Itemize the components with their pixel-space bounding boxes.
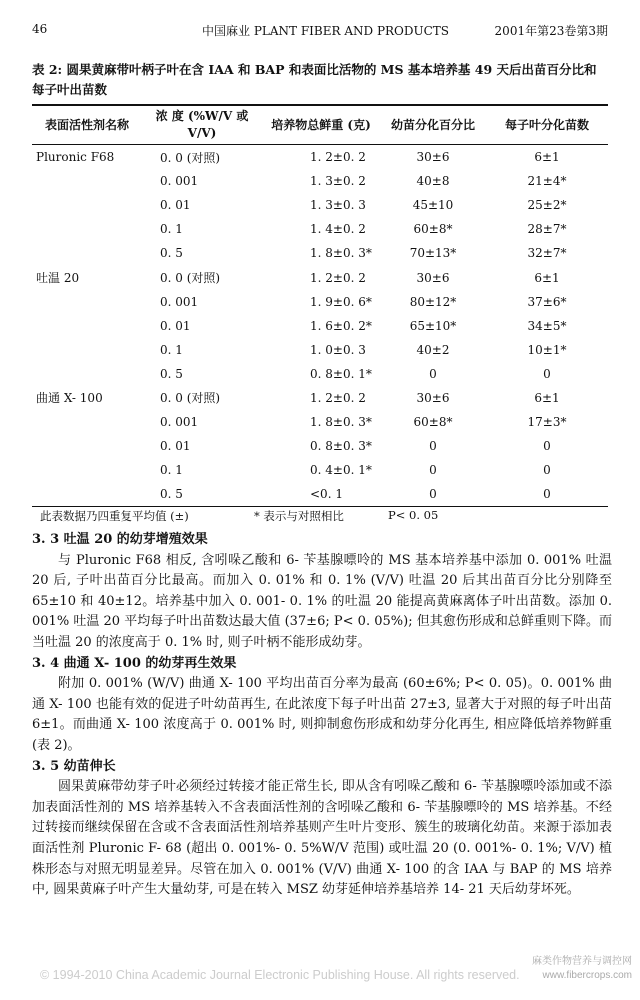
cell-concentration: 0. 01: [160, 439, 191, 454]
col-header-shoots: 每子叶分化苗数: [486, 105, 608, 145]
table-row: [32, 193, 608, 217]
cell-differentiation: 70±13*: [409, 246, 457, 261]
cell-surfactant: 吐温 20: [36, 271, 80, 286]
cell-surfactant: [32, 217, 142, 241]
cell-differentiation: 40±8: [416, 174, 450, 189]
cell-fresh-weight: <0. 1: [262, 482, 380, 507]
table-row: [32, 169, 608, 193]
cell-differentiation: 45±10: [412, 198, 454, 213]
col-header-surfactant: 表面活性剂名称: [32, 105, 142, 145]
table-row: [32, 145, 608, 170]
col-header-differentiation: 幼苗分化百分比: [380, 105, 486, 145]
cell-fresh-weight: 1. 3±0. 2: [310, 174, 366, 189]
cell-surfactant: [32, 314, 142, 338]
cell-surfactant: Pluronic F68: [36, 150, 115, 165]
col-header-concentration: 浓 度 (%W/V 或 V/V): [142, 105, 262, 145]
section-3-3-title: 3. 3 吐温 20 的幼芽增殖效果: [32, 532, 208, 547]
cell-surfactant: [32, 338, 142, 362]
note-asterisk: * 表示与对照相比: [254, 509, 344, 523]
table-body: [32, 145, 608, 507]
cell-concentration: 0. 01: [160, 318, 191, 333]
cell-concentration: 0. 01: [160, 198, 191, 213]
cell-surfactant: [32, 482, 142, 507]
cell-shoots: 32±7*: [527, 246, 567, 261]
journal-name: 中国麻业 PLANT FIBER AND PRODUCTS: [202, 24, 450, 38]
cell-surfactant: 曲通 X- 100: [36, 391, 103, 406]
table-row: [32, 217, 608, 241]
table-row: [32, 265, 608, 289]
table-row: [32, 338, 608, 362]
cell-differentiation: 80±12*: [409, 294, 457, 309]
cell-shoots: 17±3*: [527, 415, 567, 430]
table-row: [32, 458, 608, 482]
cell-shoots: 6±1: [534, 390, 560, 405]
cell-surfactant: [32, 434, 142, 458]
cell-shoots: 21±4*: [527, 174, 567, 189]
cell-concentration: 0. 1: [160, 463, 183, 478]
cell-shoots: 10±1*: [527, 342, 567, 357]
cell-fresh-weight: 1. 2±0. 2: [310, 150, 366, 165]
table-row: [32, 241, 608, 265]
cell-differentiation: 0: [429, 439, 437, 454]
cell-differentiation: 60±8*: [413, 415, 453, 430]
cell-differentiation: 30±6: [416, 150, 450, 165]
cell-surfactant: [32, 193, 142, 217]
cell-shoots: 25±2*: [527, 198, 567, 213]
table-caption: 表 2: 圆果黄麻带叶柄子叶在含 IAA 和 BAP 和表面比活物的 MS 基本培养基 49 天后出苗百分比和每子叶出苗数: [32, 62, 597, 97]
site-watermark: [532, 955, 632, 983]
cell-fresh-weight: 0. 8±0. 1*: [310, 366, 372, 381]
note-p-value: P< 0. 05: [388, 508, 439, 522]
cell-fresh-weight: 1. 0±0. 3: [310, 342, 366, 357]
cell-shoots: 6±1: [534, 270, 560, 285]
table-row: [32, 314, 608, 338]
cell-concentration: 0. 001: [160, 294, 199, 309]
cell-fresh-weight: 1. 2±0. 2: [310, 390, 366, 405]
section-3-4-paragraph: 附加 0. 001% (W/V) 曲通 X- 100 平均出苗百分率为最高 (60±6%; P< 0. 05)。0. 001% 曲通 X- 100 也能有效的促进子叶幼苗再生, 在此浓度下每子叶出苗 27±3, 显著大于对照的每子叶出苗 6±1。而曲通 X- 100 浓度高于 0. 001% 时, 则抑制愈伤形成和幼芽分化再生, 相应降低培养物鲜重 (表 2)。: [32, 676, 612, 753]
cell-surfactant: [32, 241, 142, 265]
section-3-3-paragraph: 与 Pluronic F68 相反, 含吲哚乙酸和 6- 苄基腺嘌呤的 MS 基本培养基中添加 0. 001% 吐温 20 后, 子叶出苗百分比最高。而加入 0. 01% 和 0. 1% (V/V) 吐温 20 后其出苗百分比分别降至 65±10 和 40±12。培养基中加入 0. 001- 0. 1% 的吐温 20 能提高黄麻离体子叶出苗数。添加 0. 001% 吐温 20 平均每子叶出苗数达最大值 (37±6; P< 0. 05%); 但其愈伤形成和总鲜重则下降。而当吐温 20 的浓度高于 0. 1% 时, 则子叶柄不能形成幼芽。: [32, 552, 612, 650]
cell-surfactant: [32, 362, 142, 386]
cell-differentiation: 60±8*: [413, 222, 453, 237]
section-3-5-paragraph: 圆果黄麻带幼芽子叶必须经过转接才能正常生长, 即从含有吲哚乙酸和 6- 苄基腺嘌呤添加或不添加表面活性剂的 MS 培养基转入不含表面活性剂的含吲哚乙酸和 6- 苄基腺嘌呤的 MS 培养基。不经过转接而继续保留在含或不含表面活性剂培养基则产生叶片变形、簇生的玻璃化幼苗。来源于添加表面活性剂 Pluronic F- 68 (超出 0. 001%- 0. 5%W/V 范围) 或吐温 20 (0. 001%- 0. 1%; V/V) 植株形态与对照无明显差异。尽管在加入 0. 001% (V/V) 曲通 X- 100 的含 IAA 与 BAP 的 MS 培养中, 圆果黄麻子叶产生大量幼芽, 可是在转入 MSZ 幼芽延伸培养基培养 14- 21 天后幼芽坏死。: [32, 779, 612, 898]
article-body: [32, 530, 612, 901]
page-number: 46: [32, 22, 48, 36]
note-mean: 此表数据乃四重复平均值 (±): [40, 509, 189, 523]
cell-shoots: 0: [543, 439, 551, 454]
cell-fresh-weight: 0. 4±0. 1*: [310, 463, 372, 478]
cell-shoots: 6±1: [534, 150, 560, 165]
cell-differentiation: 40±2: [416, 342, 450, 357]
watermark-line-1: 麻类作物营养与调控网: [532, 956, 632, 967]
cell-shoots: 0: [543, 366, 551, 381]
cell-shoots: 0: [486, 482, 608, 507]
table-row: [32, 482, 608, 507]
table-row: [32, 434, 608, 458]
cell-surfactant: [32, 290, 142, 314]
cell-concentration: 0. 1: [160, 222, 183, 237]
cell-shoots: 37±6*: [527, 294, 567, 309]
col-header-fresh-weight: 培养物总鲜重 (克): [262, 105, 380, 145]
cell-surfactant: [32, 410, 142, 434]
cell-differentiation: 30±6: [416, 270, 450, 285]
cell-concentration: 0. 1: [160, 342, 183, 357]
cell-fresh-weight: 1. 6±0. 2*: [310, 318, 372, 333]
cell-concentration: 0. 0 (对照): [160, 391, 221, 406]
cell-concentration: 0. 001: [160, 174, 199, 189]
running-header: [32, 22, 608, 38]
section-3-4-title: 3. 4 曲通 X- 100 的幼芽再生效果: [32, 655, 237, 671]
cell-concentration: 0. 001: [160, 415, 199, 430]
cell-shoots: 34±5*: [527, 318, 567, 333]
issue-info: 2001年第23卷第3期: [494, 24, 608, 38]
cell-differentiation: 65±10*: [409, 318, 457, 333]
cell-fresh-weight: 1. 4±0. 2: [310, 222, 366, 237]
cell-concentration: 0. 5: [142, 482, 262, 507]
cell-concentration: 0. 5: [160, 246, 183, 261]
cell-shoots: 28±7*: [527, 222, 567, 237]
cell-surfactant: [32, 169, 142, 193]
section-3-5-title: 3. 5 幼苗伸长: [32, 758, 116, 774]
cell-differentiation: 0: [429, 366, 437, 381]
cell-fresh-weight: 1. 8±0. 3*: [310, 415, 372, 430]
table-row: [32, 410, 608, 434]
table-row: [32, 290, 608, 314]
cell-fresh-weight: 0. 8±0. 3*: [310, 439, 372, 454]
cell-concentration: 0. 5: [160, 366, 183, 381]
cell-differentiation: 0: [429, 463, 437, 478]
cell-fresh-weight: 1. 3±0. 3: [310, 198, 366, 213]
table-note: [40, 508, 600, 524]
cell-concentration: 0. 0 (对照): [160, 150, 221, 165]
cell-differentiation: 30±6: [416, 390, 450, 405]
cell-fresh-weight: 1. 9±0. 6*: [310, 294, 372, 309]
table-row: [32, 362, 608, 386]
cell-fresh-weight: 1. 2±0. 2: [310, 270, 366, 285]
cell-concentration: 0. 0 (对照): [160, 271, 221, 286]
cell-fresh-weight: 1. 8±0. 3*: [310, 246, 372, 261]
cell-surfactant: [32, 458, 142, 482]
table-row: [32, 386, 608, 410]
watermark-line-2: www.fibercrops.com: [542, 970, 632, 981]
cell-differentiation: 0: [380, 482, 486, 507]
copyright-notice: © 1994-2010 China Academic Journal Electronic Publishing House. All rights reserved.: [40, 968, 520, 982]
results-table: [32, 104, 608, 507]
cell-shoots: 0: [543, 463, 551, 478]
